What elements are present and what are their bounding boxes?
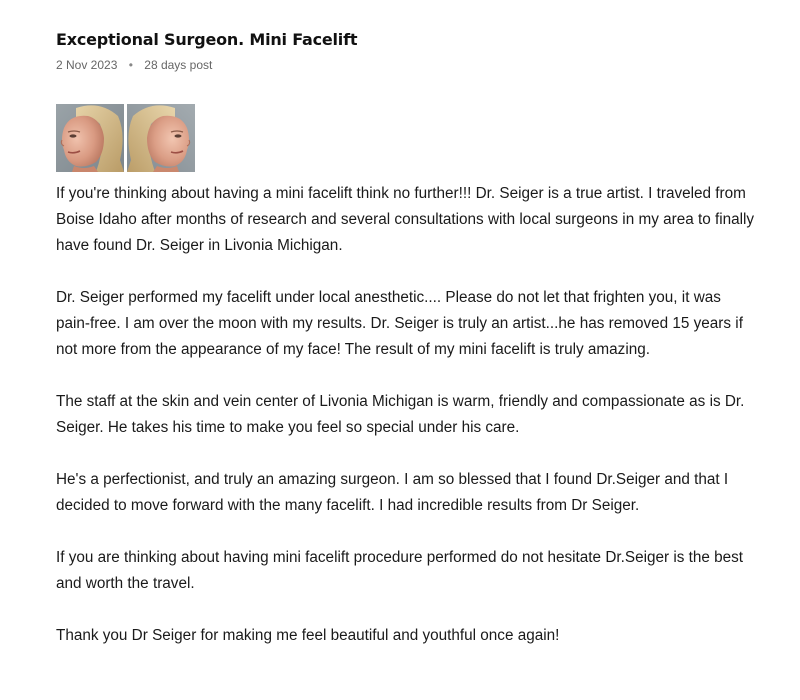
review-date: 2 Nov 2023 [56,58,118,72]
patient-photo-icon [56,104,124,172]
post-age: 28 days post [144,58,213,72]
review-title: Exceptional Surgeon. Mini Facelift [56,30,358,49]
review-meta [56,57,756,73]
review-paragraph: Dr. Seiger performed my facelift under local anesthetic.... Please do not let that frighten you, it was pain-free. I am over the moon with my results. Dr. Seiger is truly an artist...he has removed 15 years if not more from the appearance of my face! The result of my mini facelift is truly amazing. [56,289,743,358]
review-paragraph: If you are thinking about having mini facelift procedure performed do not hesitate Dr.Seiger is the best and worth the travel. [56,549,744,592]
review-paragraph: The staff at the skin and vein center of Livonia Michigan is warm, friendly and compassionate as is Dr. Seiger. He takes his time to make you feel so special under his care. [56,393,745,436]
review-body [56,181,756,649]
review-card [56,30,756,649]
review-paragraph: Thank you Dr Seiger for making me feel beautiful and youthful once again! [56,627,560,644]
meta-separator: • [128,58,133,72]
review-paragraph: If you're thinking about having a mini facelift think no further!!! Dr. Seiger is a true artist. I traveled from Boise Idaho after months of research and several consultations with local surgeons in my area to finally have found Dr. Seiger in Livonia Michigan. [56,185,755,254]
review-paragraph: He's a perfectionist, and truly an amazing surgeon. I am so blessed that I found Dr.Seiger and that I decided to move forward with the many facelift. I had incredible results from Dr Seiger. [56,471,729,514]
review-photo-before[interactable] [56,104,124,172]
review-photos [56,104,756,172]
review-photo-after[interactable] [127,104,195,172]
patient-photo-icon [127,104,195,172]
